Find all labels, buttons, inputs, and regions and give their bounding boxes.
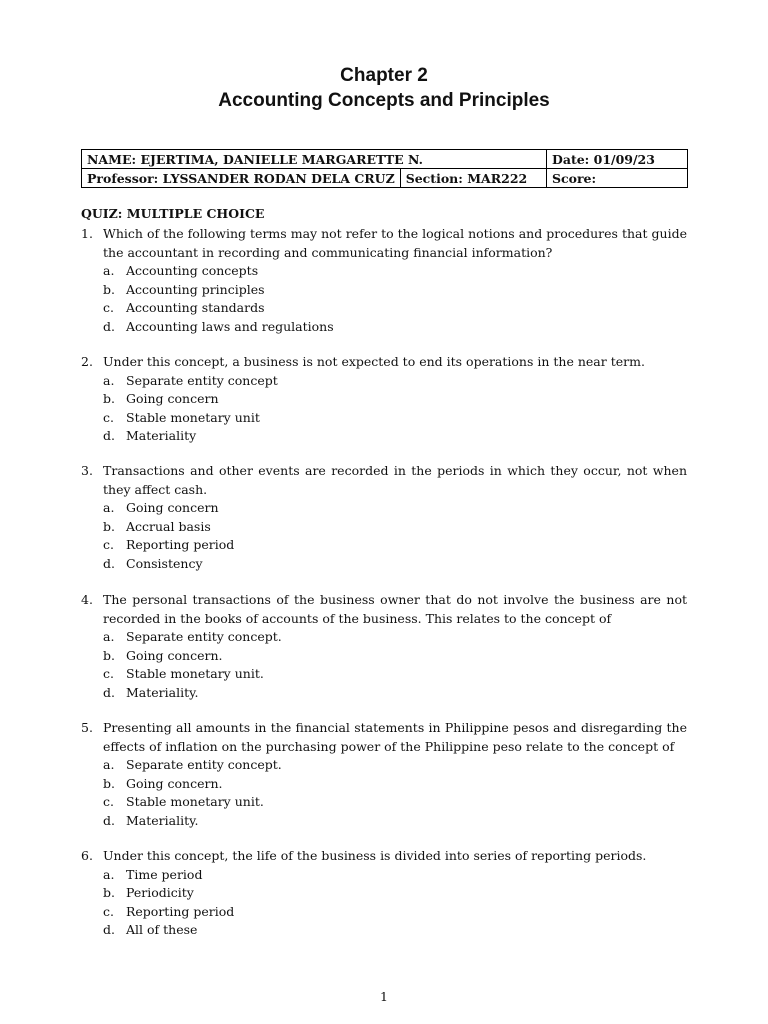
question-text: Transactions and other events are recorded in the periods in which they occur, not when they affect cash. [103,463,687,497]
option-list [103,262,687,336]
option-letter: d. [103,428,115,443]
question-number: 1. [81,226,93,241]
option-letter: b. [103,518,115,534]
option-letter: a. [103,629,115,644]
option-text: Separate entity concept [126,372,278,388]
question-2 [81,353,687,446]
option-text: Going concern [126,500,219,515]
option-text: Going concern. [126,647,223,663]
option-item [103,903,687,922]
option-text: All of these [126,922,198,937]
question-number: 6. [81,848,93,863]
option-letter: a. [103,372,115,388]
question-number: 4. [81,592,93,607]
option-letter: b. [103,775,115,791]
option-letter: a. [103,500,115,515]
option-item [103,628,687,647]
question-text: The personal transactions of the business owner that do not involve the business are not recorded in the books of accounts of the business. This relates to the concept of [103,592,687,626]
option-item [103,866,687,885]
chapter-subtitle: Accounting Concepts and Principles [218,90,550,111]
option-letter: c. [103,903,114,919]
option-text: Materiality. [126,684,199,700]
option-text: Materiality. [126,812,199,828]
question-text: Presenting all amounts in the financial statements in Philippine pesos and disregarding the effects of inflation on the purchasing power of the Philippine peso relate to the concept of [103,720,687,754]
option-letter: d. [103,555,115,571]
option-letter: a. [103,263,115,278]
option-text: Stable monetary unit. [126,794,264,809]
option-item [103,921,687,940]
info-row [82,150,688,169]
option-item [103,684,687,703]
option-item [103,299,687,318]
option-letter: d. [103,318,115,334]
option-item [103,775,687,794]
option-text: Materiality [126,428,197,443]
option-letter: c. [103,537,114,552]
option-letter: c. [103,794,114,809]
option-list [103,756,687,830]
option-text: Reporting period [126,537,235,552]
option-item [103,756,687,775]
section-cell: Section: MAR222 [400,169,546,188]
quiz-heading: QUIZ: MULTIPLE CHOICE [81,206,265,221]
info-row [82,169,688,188]
option-text: Consistency [126,555,203,571]
option-text: Going concern. [126,775,223,791]
question-number: 2. [81,354,93,369]
option-letter: c. [103,409,114,425]
question-5 [81,719,687,830]
option-letter: c. [103,666,114,681]
option-list [103,372,687,446]
date-cell: Date: 01/09/23 [547,150,688,169]
question-1 [81,225,687,336]
option-item [103,665,687,684]
option-text: Accounting principles [126,281,265,297]
option-item [103,409,687,428]
option-item [103,647,687,666]
question-text: Under this concept, the life of the business is divided into series of reporting periods. [103,848,647,863]
question-6 [81,847,687,940]
option-item [103,536,687,555]
option-item [103,499,687,518]
option-item [103,812,687,831]
option-letter: a. [103,757,115,772]
option-letter: a. [103,866,115,882]
chapter-title: Chapter 2 [340,65,428,86]
option-text: Accounting laws and regulations [126,318,334,334]
question-text: Which of the following terms may not refer to the logical notions and procedures that guide the accountant in recording and communicating financial information? [103,226,687,260]
option-text: Periodicity [126,885,194,900]
option-item [103,884,687,903]
option-text: Time period [126,866,203,882]
option-letter: c. [103,300,114,315]
question-text: Under this concept, a business is not expected to end its operations in the near term. [103,354,645,369]
question-number: 3. [81,463,93,478]
option-list [103,628,687,702]
option-item [103,793,687,812]
option-item [103,318,687,337]
option-text: Accrual basis [126,518,211,534]
option-text: Separate entity concept. [126,757,282,772]
student-name-cell: NAME: EJERTIMA, DANIELLE MARGARETTE N. [82,150,547,169]
option-text: Stable monetary unit. [126,666,264,681]
option-letter: d. [103,922,115,937]
question-number: 5. [81,720,93,735]
option-item [103,390,687,409]
option-item [103,281,687,300]
option-letter: b. [103,391,115,406]
option-text: Separate entity concept. [126,629,282,644]
option-item [103,427,687,446]
option-text: Accounting standards [126,300,265,315]
option-item [103,262,687,281]
option-letter: d. [103,684,115,700]
professor-cell: Professor: LYSSANDER RODAN DELA CRUZ [82,169,401,188]
option-text: Accounting concepts [126,263,259,278]
option-letter: b. [103,281,115,297]
option-text: Going concern [126,391,219,406]
student-info-table [81,149,688,188]
option-letter: d. [103,812,115,828]
question-3 [81,462,687,573]
page-number: 1 [380,989,388,1004]
question-4 [81,591,687,702]
option-list [103,866,687,940]
option-item [103,372,687,391]
option-list [103,499,687,573]
option-letter: b. [103,647,115,663]
score-cell: Score: [547,169,688,188]
option-item [103,555,687,574]
option-text: Stable monetary unit [126,409,260,425]
option-letter: b. [103,885,115,900]
option-text: Reporting period [126,903,235,919]
option-item [103,518,687,537]
